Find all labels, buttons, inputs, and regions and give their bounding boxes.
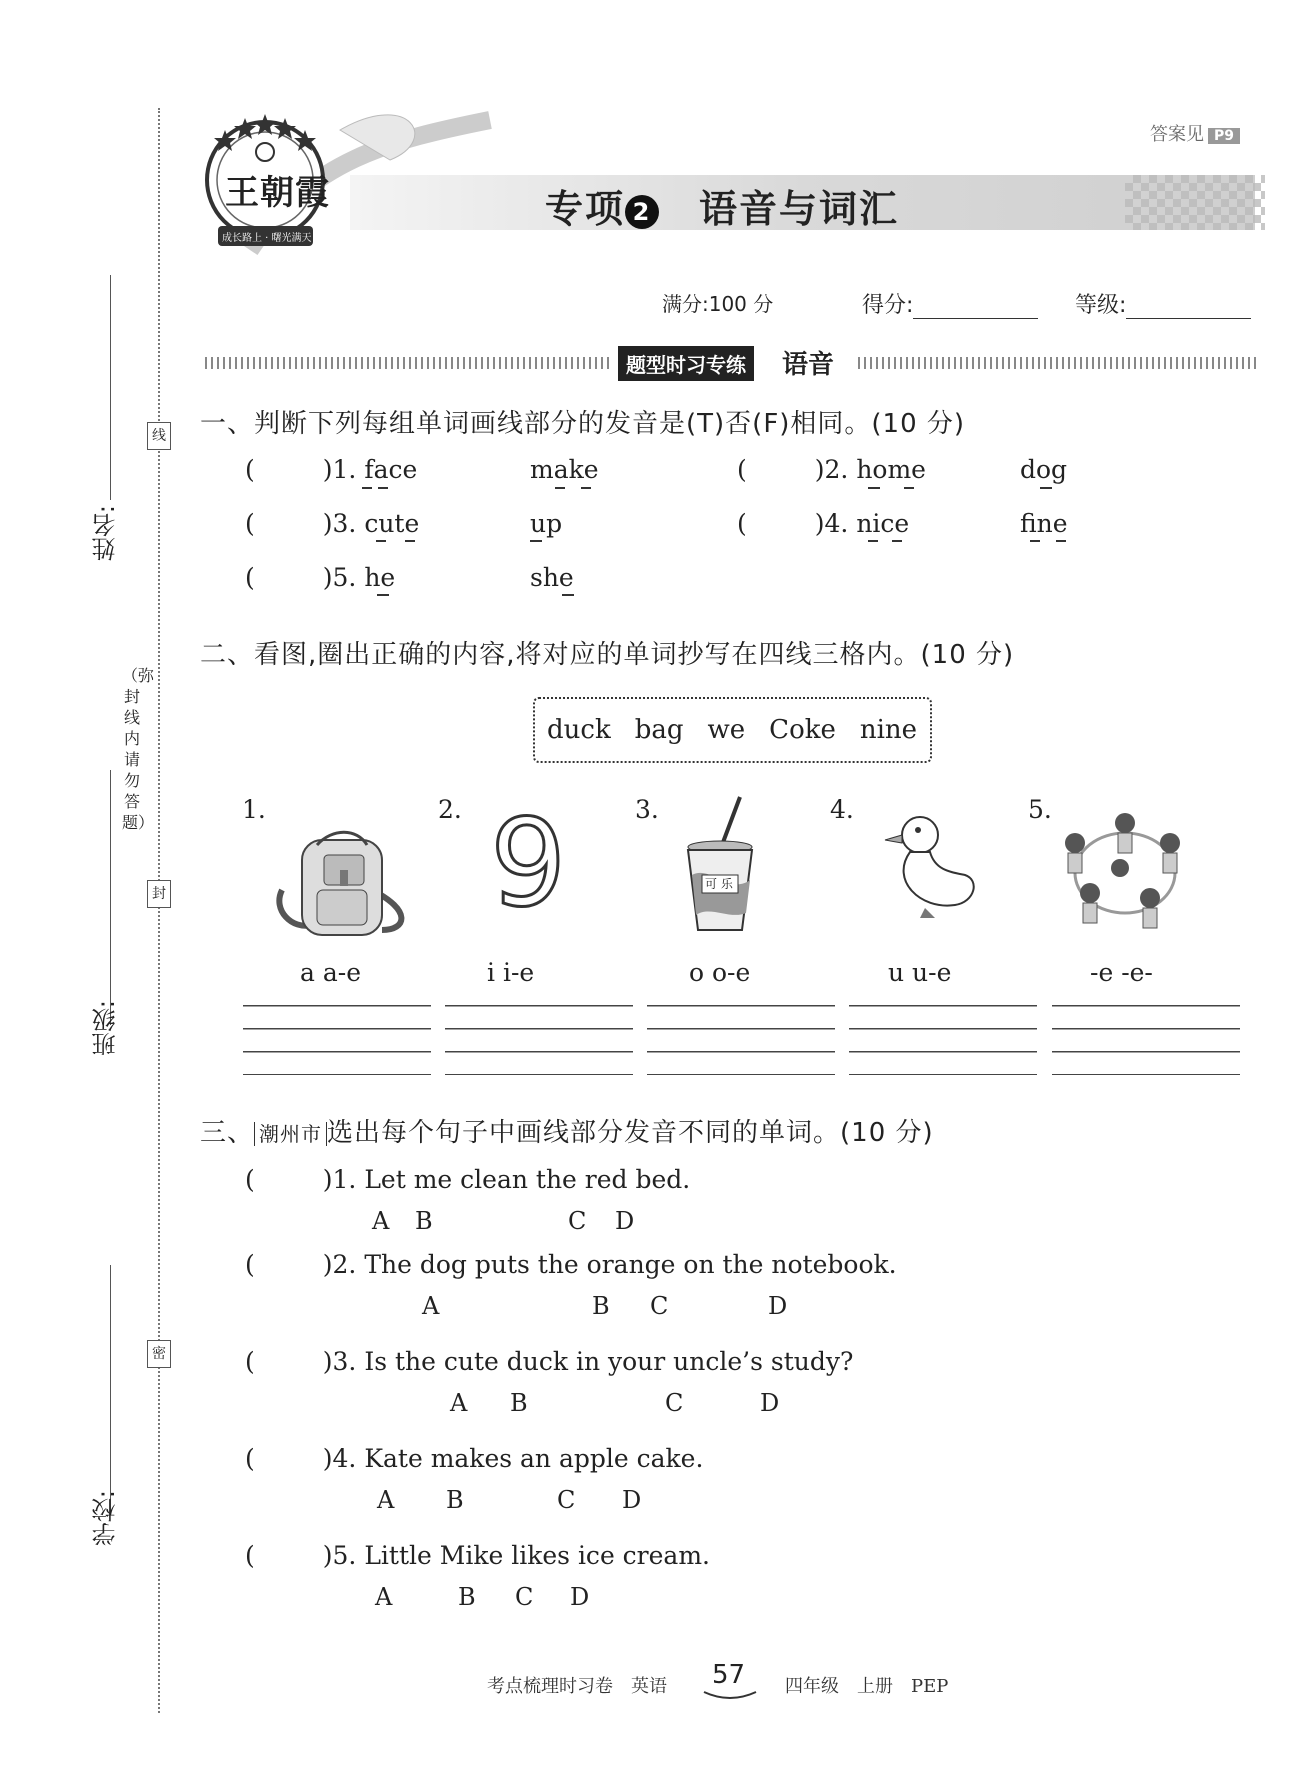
q3-4-letter-c: C: [557, 1486, 576, 1514]
word-bank-item: bag: [634, 715, 684, 745]
section-tag: 题型时习专练: [618, 346, 754, 381]
word: home: [856, 455, 926, 484]
nine-picture: 9: [490, 795, 567, 934]
q3-heading: [200, 1112, 934, 1149]
q1-item-2-word2: dog: [1020, 455, 1068, 484]
word-bank-item: Coke: [769, 715, 836, 745]
writing-lines-1[interactable]: [243, 1005, 431, 1075]
q3-1-letter-a: A: [372, 1207, 390, 1235]
word: cute: [364, 509, 420, 538]
brand-subtitle: 成长路上 · 曙光满天: [222, 233, 312, 244]
title-prefix: 专项: [545, 187, 626, 231]
word-bank-item: duck: [547, 715, 611, 745]
grade-label: 等级:: [1075, 293, 1127, 318]
school-label: 学校:: [92, 1490, 120, 1547]
section-topic: 语音: [782, 350, 835, 380]
q3-1-letter-c: C: [568, 1207, 587, 1235]
writing-lines-4[interactable]: [849, 1005, 1037, 1075]
q3-5-letter-d: D: [570, 1583, 590, 1611]
score-label: 得分:: [862, 293, 914, 318]
q3-heading-text: 选出每个句子中画线部分发音不同的单词。(10 分): [327, 1118, 934, 1148]
q1-item-1-word2: make: [530, 455, 599, 484]
q3-item-2: ( )2. The dog puts the orange on the notebook.: [245, 1250, 897, 1279]
title-number: 2: [625, 195, 659, 229]
q3-2-letter-c: C: [650, 1292, 669, 1320]
sentence: )1. Let me clean the red bed.: [322, 1165, 691, 1194]
q1-item-3-word2: up: [530, 509, 563, 538]
q3-item-3: ( )3. Is the cute duck in your uncle’s study?: [245, 1347, 854, 1376]
q3-3-letter-d: D: [760, 1389, 780, 1417]
writing-lines-3[interactable]: [647, 1005, 835, 1075]
writing-lines-2[interactable]: [445, 1005, 633, 1075]
picture-number-2: 2.: [438, 795, 462, 824]
title-main: 语音与词汇: [699, 187, 900, 231]
page-number: 57: [712, 1660, 746, 1690]
duck-picture: [880, 810, 980, 925]
brand-name: 王朝霞: [225, 173, 330, 213]
item-number: )4.: [814, 509, 857, 538]
q1-item-2: ( )2. home: [737, 455, 926, 484]
q3-4-letter-a: A: [377, 1486, 395, 1514]
footer-right: 四年级 上册 PEP: [785, 1676, 949, 1697]
class-line: [110, 770, 111, 1025]
item-number: )3.: [322, 509, 365, 538]
q3-5-letter-c: C: [515, 1583, 534, 1611]
sentence: )2. The dog puts the orange on the notebook.: [322, 1250, 897, 1279]
item-number: )5.: [322, 563, 365, 592]
q3-item-1: ( )1. Let me clean the red bed.: [245, 1165, 691, 1194]
school-line: [110, 1265, 111, 1515]
page-number-decoration: [702, 1690, 758, 1702]
sentence: )4. Kate makes an apple cake.: [322, 1444, 704, 1473]
seal-note: （弥封线内请勿答题）: [122, 666, 155, 832]
options-4[interactable]: u u-e: [888, 958, 952, 987]
footer-left: 考点梳理时习卷 英语: [487, 1676, 667, 1697]
q1-underline-marks: [0, 0, 1289, 620]
q3-2-letter-d: D: [768, 1292, 788, 1320]
coke-cup-picture: [680, 795, 760, 945]
word: he: [364, 563, 396, 592]
q3-5-letter-a: A: [375, 1583, 393, 1611]
options-2[interactable]: i i-e: [487, 958, 535, 987]
options-1[interactable]: a a-e: [300, 958, 361, 987]
sentence: )5. Little Mike likes ice cream.: [322, 1541, 710, 1570]
seal-box-line: 线: [147, 422, 171, 450]
seal-box-seal: 封: [147, 880, 171, 908]
q3-4-letter-d: D: [622, 1486, 642, 1514]
options-3[interactable]: o o-e: [689, 958, 751, 987]
q3-3-letter-c: C: [665, 1389, 684, 1417]
picture-number-5: 5.: [1028, 795, 1052, 824]
backpack-picture: [272, 830, 412, 945]
q1-item-4: ( )4. nice: [737, 509, 910, 538]
q3-3-letter-b: B: [510, 1389, 528, 1417]
seal-box-secret: 密: [147, 1340, 171, 1368]
full-score: 满分:100 分: [662, 292, 774, 316]
word-bank-item: nine: [859, 715, 918, 745]
q3-1-letter-b: B: [415, 1207, 433, 1235]
q1-heading: 一、判断下列每组单词画线部分的发音是(T)否(F)相同。(10 分): [200, 409, 966, 439]
item-number: )2.: [814, 455, 857, 484]
word-bank: [533, 697, 932, 763]
word-bank-item: we: [707, 715, 746, 745]
word: nice: [856, 509, 910, 538]
coke-label: 可 乐: [705, 877, 733, 891]
q3-4-letter-b: B: [446, 1486, 464, 1514]
picture-number-4: 4.: [830, 795, 854, 824]
word: face: [364, 455, 418, 484]
picture-number-3: 3.: [635, 795, 659, 824]
q3-item-5: ( )5. Little Mike likes ice cream.: [245, 1541, 710, 1570]
q2-heading: 二、看图,圈出正确的内容,将对应的单词抄写在四线三格内。(10 分): [200, 640, 1015, 670]
children-circle-picture: [1060, 808, 1190, 943]
q1-item-5: ( )5. he: [245, 563, 396, 592]
answer-page-box: P9: [1208, 128, 1240, 144]
picture-number-1: 1.: [242, 795, 266, 824]
q3-5-letter-b: B: [458, 1583, 476, 1611]
region-tag: 潮州市: [254, 1122, 327, 1146]
answer-ref-text: 答案见: [1150, 124, 1204, 145]
q1-item-3: ( )3. cute: [245, 509, 420, 538]
q1-item-1: ( )1. face: [245, 455, 418, 484]
class-label: 班级:: [92, 1000, 120, 1057]
sentence: )3. Is the cute duck in your uncle’s study?: [322, 1347, 854, 1376]
name-label: 姓名:: [92, 505, 120, 562]
writing-lines-5[interactable]: [1052, 1005, 1240, 1075]
item-number: )1.: [322, 455, 365, 484]
options-5[interactable]: -e -e-: [1090, 958, 1153, 987]
q3-3-letter-a: A: [450, 1389, 468, 1417]
q3-item-4: ( )4. Kate makes an apple cake.: [245, 1444, 704, 1473]
q3-1-letter-d: D: [615, 1207, 635, 1235]
q1-item-4-word2: fine: [1020, 509, 1068, 538]
q1-item-5-word2: she: [530, 563, 574, 592]
q3-2-letter-b: B: [592, 1292, 610, 1320]
q3-2-letter-a: A: [422, 1292, 440, 1320]
q3-prefix: 三、: [200, 1118, 255, 1148]
